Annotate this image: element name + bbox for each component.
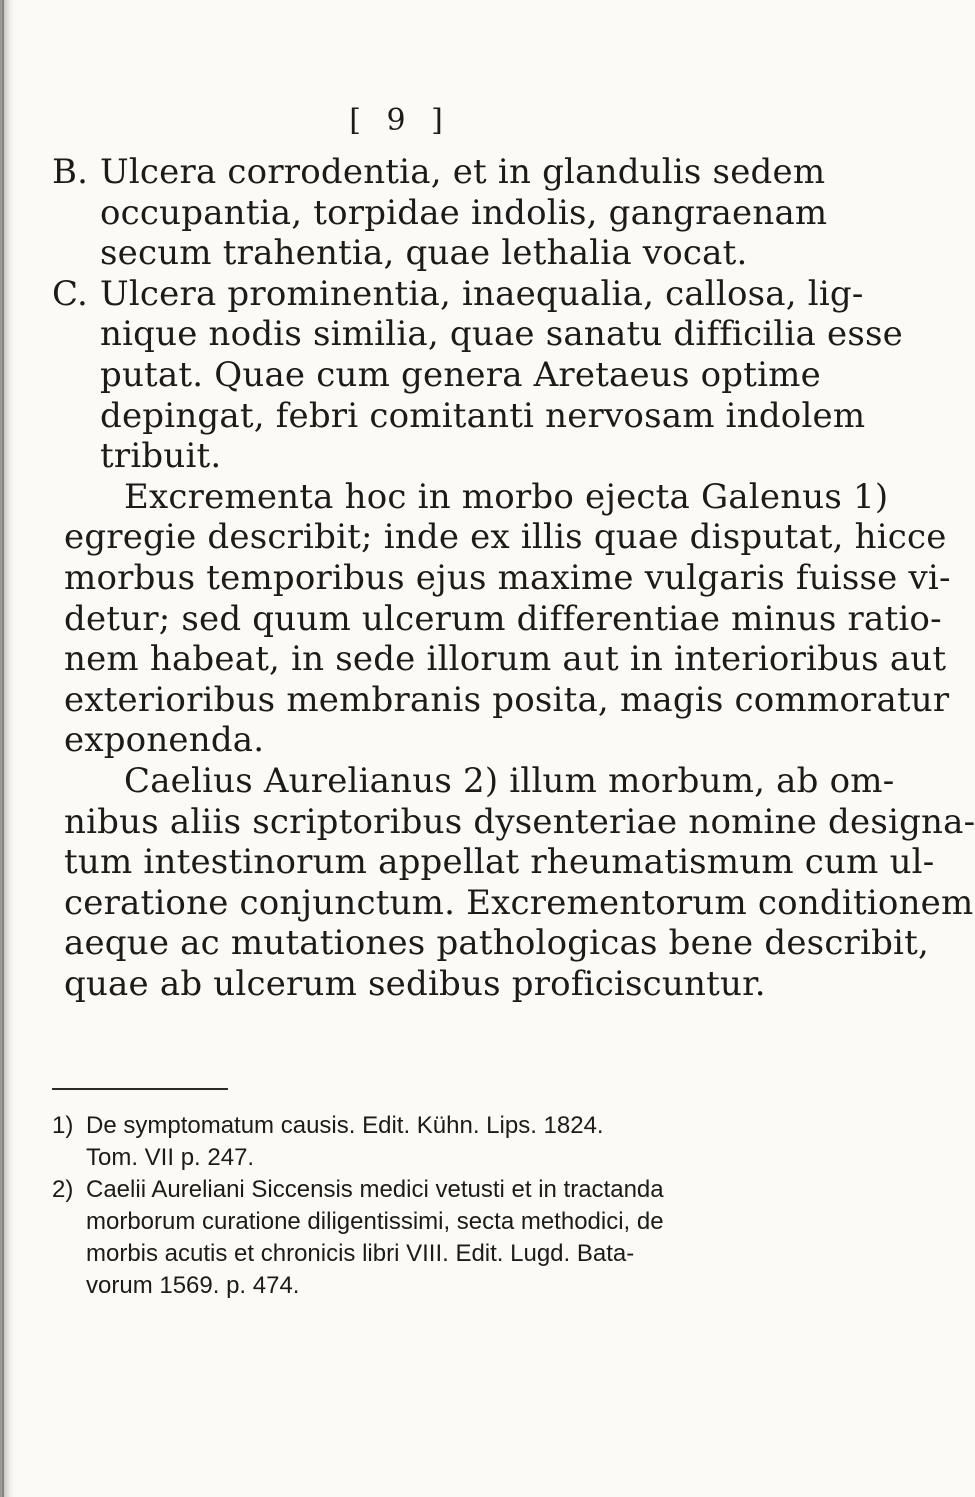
text-line: Ulcera prominentia, inaequalia, callosa, lig- bbox=[100, 273, 864, 314]
footnote-1 bbox=[52, 1110, 772, 1174]
paragraph-caelius bbox=[52, 760, 975, 1005]
text-line: depingat, febri comitanti nervosam indolem bbox=[100, 395, 866, 436]
main-text bbox=[52, 152, 975, 1004]
text-line: Ulcera corrodentia, et in glandulis sedem bbox=[100, 152, 826, 192]
list-item-b bbox=[52, 152, 828, 274]
list-body bbox=[100, 274, 903, 477]
text-line: tum intestinorum appellat rheumatismum cum ul- bbox=[64, 842, 935, 883]
footnote-rule bbox=[52, 1088, 228, 1090]
text-line: tribuit. bbox=[100, 436, 222, 477]
paragraph-galenus bbox=[52, 476, 951, 761]
list-body bbox=[100, 152, 827, 274]
footnote-body bbox=[86, 1110, 772, 1174]
text-line: nibus aliis scriptoribus dysenteriae nomine designa- bbox=[64, 801, 975, 842]
binding-line bbox=[2, 0, 4, 1497]
text-line: Caelius Aurelianus 2) illum morbum, ab om- bbox=[124, 760, 895, 801]
text-line: aeque ac mutationes pathologicas bene describit, bbox=[64, 923, 929, 964]
text-line: morbus temporibus ejus maxime vulgaris fuisse vi- bbox=[64, 557, 951, 598]
text-line: exponenda. bbox=[64, 720, 265, 761]
text-line: nem habeat, in sede illorum aut in interioribus aut bbox=[64, 639, 947, 680]
text-line: egregie describit; inde ex illis quae disputat, hicce bbox=[64, 517, 947, 558]
footnote-label: 2) bbox=[52, 1176, 74, 1203]
text-line: detur; sed quum ulcerum differentiae minus ratio- bbox=[64, 598, 942, 639]
text-line: secum trahentia, quae lethalia vocat. bbox=[100, 233, 748, 274]
text-line: nique nodis similia, quae sanatu difficilia esse bbox=[100, 314, 903, 355]
list-label: C. bbox=[52, 273, 89, 314]
text-line: Excrementa hoc in morbo ejecta Galenus 1) bbox=[124, 476, 889, 517]
list-item-c bbox=[52, 273, 903, 477]
footnote-2 bbox=[52, 1174, 772, 1302]
footnote-line: morbis acutis et chronicis libri VIII. Edit. Lugd. Bata- bbox=[86, 1240, 635, 1267]
footnotes bbox=[52, 1110, 772, 1302]
page-number: [ 9 ] bbox=[349, 103, 451, 138]
text-line: exterioribus membranis posita, magis commoratur bbox=[64, 679, 950, 720]
footnote-line: Tom. VII p. 247. bbox=[86, 1144, 255, 1171]
list-label: B. bbox=[52, 152, 89, 192]
footnote-line: Caelii Aureliani Siccensis medici vetusti et in tractanda bbox=[86, 1176, 664, 1203]
footnote-line: vorum 1569. p. 474. bbox=[86, 1272, 300, 1299]
footnote-label: 1) bbox=[52, 1112, 74, 1139]
footnote-line: morborum curatione diligentissimi, secta methodici, de bbox=[86, 1208, 664, 1235]
text-line: putat. Quae cum genera Aretaeus optime bbox=[100, 354, 821, 395]
text-line: ceratione conjunctum. Excrementorum conditionem bbox=[64, 882, 974, 923]
footnote-body bbox=[86, 1174, 772, 1302]
footnote-line: De symptomatum causis. Edit. Kühn. Lips. 1824. bbox=[86, 1112, 604, 1139]
text-line: occupantia, torpidae indolis, gangraenam bbox=[100, 192, 828, 233]
text-line: quae ab ulcerum sedibus proficiscuntur. bbox=[64, 963, 766, 1004]
